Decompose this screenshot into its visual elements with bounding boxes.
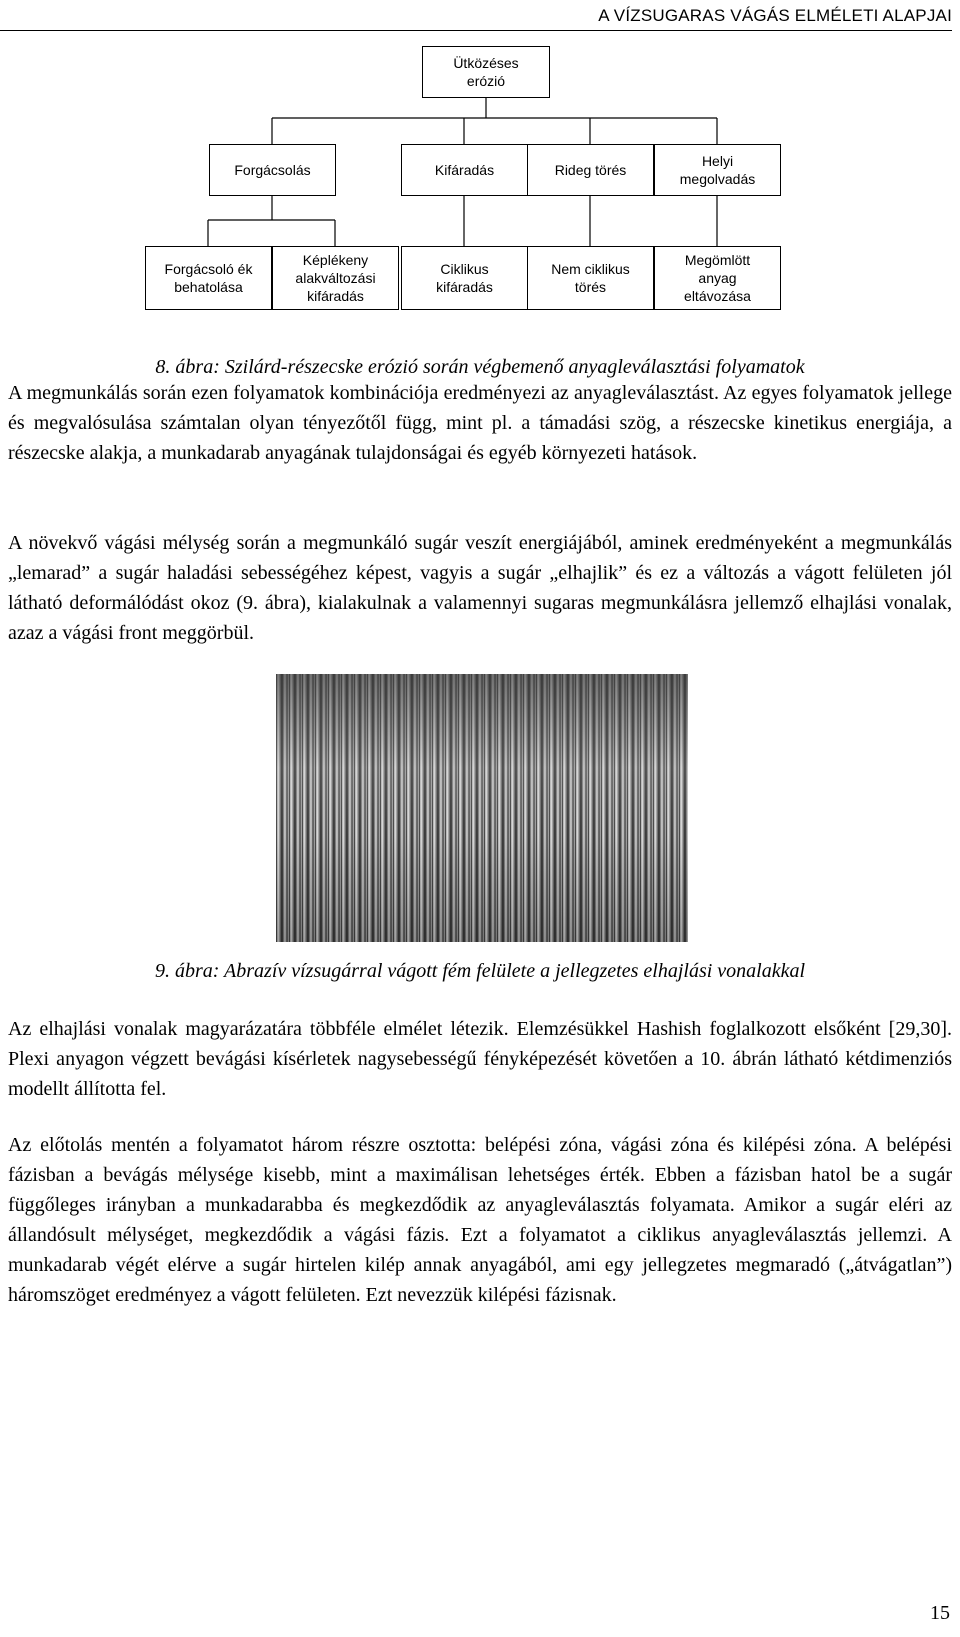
node-level1-2: Kifáradás	[401, 144, 528, 196]
node-level1-4: Helyi megolvadás	[654, 144, 781, 196]
node-level2-1: Forgácsoló ék behatolása	[145, 246, 272, 310]
page-number: 15	[930, 1602, 950, 1624]
paragraph-3: Az elhajlási vonalak magyarázatára többféle elmélet létezik. Elemzésükkel Hashish foglalkozott elsőként [29,30]. Plexi anyagon végzett bevágási kísérletek nagysebességű fényképezését követően a 10. ábrán látható kétdimenziós modellt állította fel.	[8, 1018, 952, 1100]
node-level2-5: Megömlött anyag eltávozása	[654, 246, 781, 310]
node-level2-2: Képlékeny alakváltozási kifáradás	[272, 246, 399, 310]
figure8-caption: 8. ábra: Szilárd-részecske erózió során végbemenő anyagleválasztási folyamatok	[155, 356, 805, 378]
node-level2-4: Nem ciklikus törés	[527, 246, 654, 310]
figure9-caption: 9. ábra: Abrazív vízsugárral vágott fém felülete a jellegzetes elhajlási vonalakkal	[154, 960, 806, 982]
node-root: Ütközéses erózió	[422, 46, 550, 98]
node-level1-3: Rideg törés	[527, 144, 654, 196]
node-level2-3: Ciklikus kifáradás	[401, 246, 528, 310]
header-title: A VÍZSUGARAS VÁGÁS ELMÉLETI ALAPJAI	[598, 6, 952, 25]
paragraph-4: Az előtolás mentén a folyamatot három részre osztotta: belépési zóna, vágási zóna és kilépési zóna. A belépési fázisban a bevágás mélysége kisebb, mint a maximálisan lehetséges érték. Ebben a fázisban hatol be a sugár függőleges irányban a munkadarabba és megkezdődik az anyagleválasztás folyamata. Amikor a sugár eléri az állandósult mélységet, megkezdődik a vágási fázis. Ezt a folyamatot a ciklikus anyagleválasztás jellemzi. A munkadarab végét elérve a sugár hirtelen kilép annak anyagából, ami egy jellegzetes megmaradó („átvágatlan”) háromszöget eredményez a vágott felületen. Ezt nevezzük kilépési fázisnak.	[8, 1134, 952, 1306]
cut-surface-photo	[276, 674, 688, 942]
node-level1-1: Forgácsolás	[209, 144, 336, 196]
erosion-diagram	[0, 0, 960, 340]
paragraph-1: A megmunkálás során ezen folyamatok kombinációja eredményezi az anyagleválasztást. Az egyes folyamatok jellege és megvalósulása számtalan olyan tényezőtől függ, mint pl. a támadási szög, a részecske kinetikus energiája, a részecske alakja, a munkadarab anyagának tulajdonságai és egyéb környezeti hatások.	[8, 382, 952, 464]
paragraph-2: A növekvő vágási mélység során a megmunkáló sugár veszít energiájából, aminek eredményeként a megmunkálás „lemarad” a sugár haladási sebességéhez képest, vagyis a sugár „elhajlik” és ez a változás a vágott felületen jól látható deformálódást okoz (9. ábra), kialakulnak a valamennyi sugaras megmunkálásra jellemző elhajlási vonalak, azaz a vágási front meggörbül.	[8, 532, 952, 644]
